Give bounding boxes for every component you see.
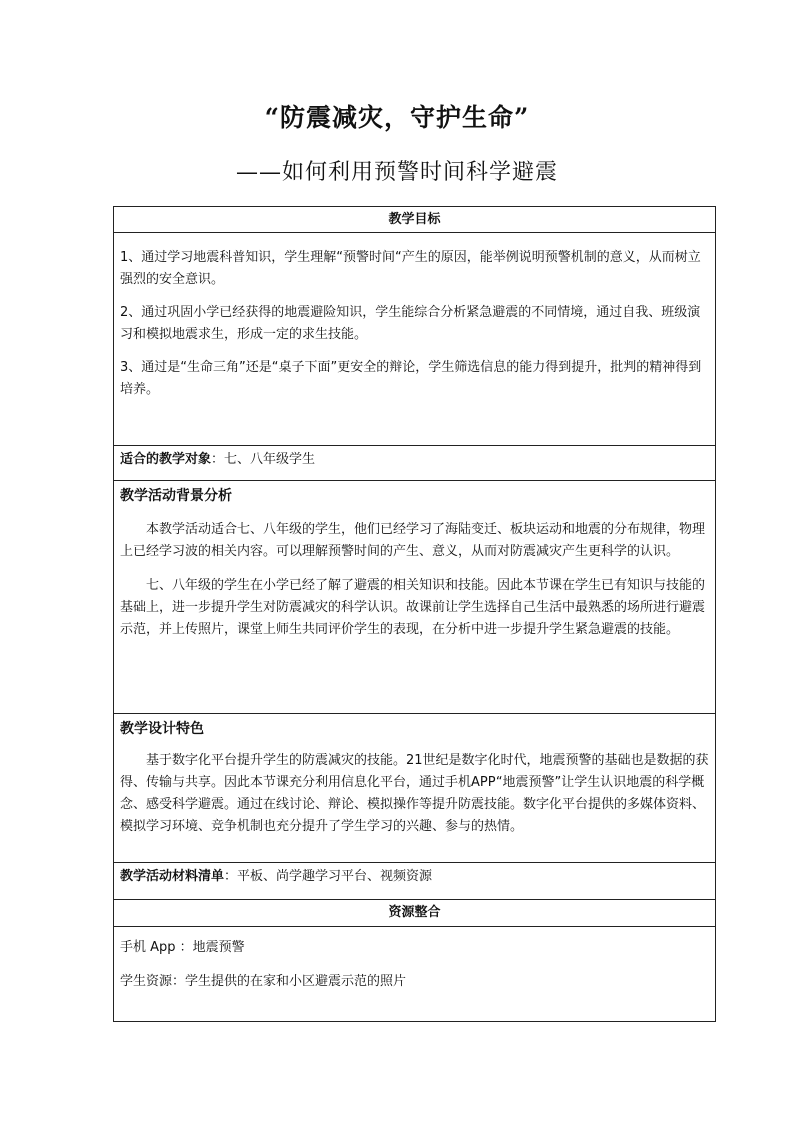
design-features-paragraph: 基于数字化平台提升学生的防震减灾的技能。21世纪是数字化时代，地震预警的基础也是数据的获得、传输与共享。因此本节课充分利用信息化平台，通过手机APP“地震预警”让学生认识地震的科学概念、感受科学避震。通过在线讨论、辩论、模拟操作等提升防震技能。数字化平台提供的多媒体资料、模拟学习环境、竞争机制也充分提升了学生学习的兴趣、参与的热情。	[120, 753, 709, 834]
materials-value: ：平板、尚学趣学习平台、视频资源	[224, 869, 433, 884]
target-students-value: ：七、八年级学生	[211, 452, 316, 467]
design-features-heading: 教学设计特色	[120, 721, 204, 737]
background-paragraph-2: 七、八年级的学生在小学已经了解了避震的相关知识和技能。因此本节课在学生已有知识与技能的基础上，进一步提升学生对防震减灾的科学认识。故课前让学生选择自己生活中最熟悉的场所进行避震示范，并上传照片，课堂上师生共同评价学生的表现，在分析中进一步提升学生紧急避震的技能。	[120, 578, 706, 637]
resources-heading: 资源整合	[114, 900, 716, 927]
materials-cell	[114, 863, 716, 900]
target-students-row	[114, 446, 716, 481]
goals-heading: 教学目标	[114, 207, 716, 233]
resource-item-2: 学生资源：学生提供的在家和小区避震示范的照片	[120, 974, 407, 989]
resources-heading-row	[114, 900, 716, 927]
background-heading: 教学活动背景分析	[120, 488, 232, 504]
materials-label: 教学活动材料清单	[120, 869, 225, 884]
goal-item-3: 3、通过是“生命三角”还是“桌子下面”更安全的辩论，学生筛选信息的能力得到提升，批判的精神得到培养。	[120, 360, 702, 397]
target-students-label: 适合的教学对象	[120, 452, 212, 467]
goals-heading-row	[114, 207, 716, 233]
goals-row	[114, 233, 716, 446]
lesson-plan-table	[113, 206, 716, 1022]
resource-item-1: 手机 App ：地震预警	[120, 940, 245, 955]
design-features-cell	[114, 714, 716, 863]
document-subtitle: ——如何利用预警时间科学避震	[235, 160, 558, 185]
goals-cell	[114, 233, 716, 446]
goal-item-1: 1、通过学习地震科普知识，学生理解“预警时间“产生的原因，能举例说明预警机制的意义，从而树立强烈的安全意识。	[120, 250, 701, 287]
background-cell	[114, 481, 716, 714]
goal-item-2: 2、通过巩固小学已经获得的地震避险知识，学生能综合分析紧急避震的不同情境，通过自我、班级演习和模拟地震求生，形成一定的求生技能。	[120, 305, 701, 342]
document-title: “防震减灾，守护生命”	[264, 103, 530, 132]
resources-row	[114, 927, 716, 1022]
target-students-cell	[114, 446, 716, 481]
resources-cell	[114, 927, 716, 1022]
background-paragraph-1: 本教学活动适合七、八年级的学生，他们已经学习了海陆变迁、板块运动和地震的分布规律，物理上已经学习波的相关内容。可以理解预警时间的产生、意义，从而对防震减灾产生更科学的认识。	[120, 522, 706, 559]
background-row	[114, 481, 716, 714]
materials-row	[114, 863, 716, 900]
design-features-row	[114, 714, 716, 863]
